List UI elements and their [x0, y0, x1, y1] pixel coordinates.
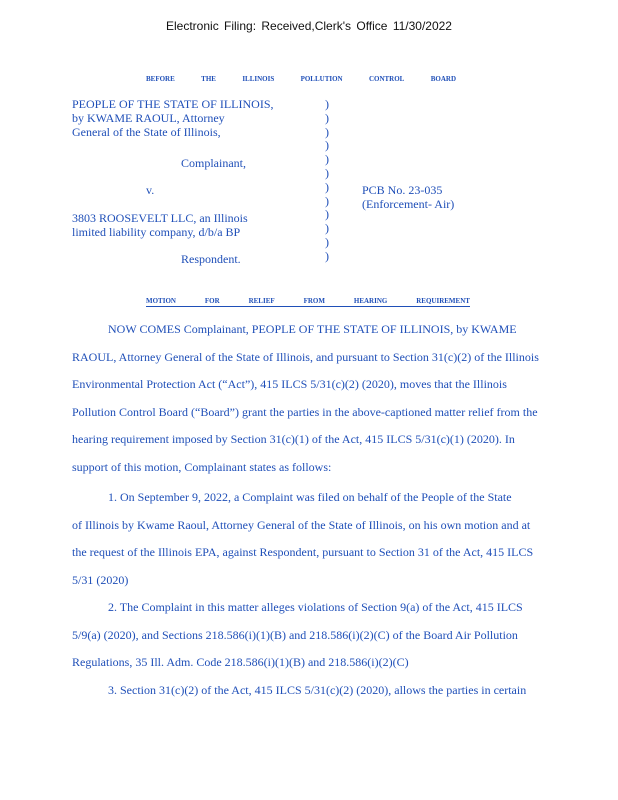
filing-stamp: Electronic Filing: Received,Clerk's Office 11/30/2022 [166, 19, 452, 33]
versus-label: v. [146, 183, 155, 197]
paragraph-2 [72, 594, 523, 677]
motion-title-word: RELIEF [248, 297, 275, 305]
body-line: NOW COMES Complainant, PEOPLE OF THE STATE OF ILLINOIS, by KWAME [108, 322, 517, 336]
motion-title-word: REQUIREMENT [416, 297, 470, 305]
board-heading-word: CONTROL [368, 75, 405, 83]
paren: ) [325, 97, 329, 111]
plaintiff-block [72, 98, 274, 139]
respondent-block [72, 212, 248, 240]
body-line: of Illinois by Kwame Raoul, Attorney General of the State of Illinois, on his own motion and at [72, 517, 531, 532]
board-heading-word: BEFORE [146, 75, 175, 83]
case-type: (Enforcement- Air) [362, 197, 455, 211]
board-heading-word: ILLINOIS [242, 75, 275, 83]
paren: ) [325, 248, 329, 263]
plaintiff-line: General of the State of Illinois, [72, 124, 221, 139]
caption-paren-column [325, 98, 329, 264]
paren: ) [325, 138, 329, 153]
board-heading-word: POLLUTION [300, 75, 343, 83]
body-line: Environmental Protection Act (“Act”), 415 ILCS 5/31(c)(2) (2020), moves that the Illinois [72, 377, 507, 391]
paren: ) [325, 179, 329, 194]
body-line: RAOUL, Attorney General of the State of Illinois, and pursuant to Section 31(c)(2) of the Illinois [72, 349, 539, 364]
respondent-line: 3803 ROOSEVELT LLC, an Illinois [72, 211, 248, 225]
motion-title-word: HEARING [353, 297, 388, 305]
case-number: PCB No. 23-035 [362, 183, 443, 197]
paren: ) [325, 165, 329, 180]
plaintiff-line: PEOPLE OF THE STATE OF ILLINOIS, [72, 97, 274, 111]
body-line: 1. On September 9, 2022, a Complaint was filed on behalf of the People of the State [108, 490, 512, 504]
board-heading-word: THE [201, 75, 216, 83]
motion-title-word: MOTION [146, 297, 176, 305]
complainant-label: Complainant, [181, 156, 246, 170]
motion-title-word: FROM [303, 297, 325, 305]
body-line: 2. The Complaint in this matter alleges violations of Section 9(a) of the Act, 415 ILCS [108, 600, 523, 614]
paren: ) [325, 152, 329, 167]
body-line: support of this motion, Complainant states as follows: [72, 459, 332, 474]
body-line: 5/31 (2020) [72, 572, 129, 587]
paragraph-1 [72, 484, 533, 594]
paren: ) [325, 110, 329, 125]
paren: ) [325, 234, 329, 249]
body-line: the request of the Illinois EPA, against Respondent, pursuant to Section 31 of the Act, 415 ILCS [72, 545, 534, 559]
intro-paragraph [72, 316, 539, 481]
motion-title-word: FOR [204, 297, 220, 305]
respondent-line: limited liability company, d/b/a BP [72, 224, 241, 239]
body-line: 5/9(a) (2020), and Sections 218.586(i)(1)(B) and 218.586(i)(2)(C) of the Board Air Pollution [72, 627, 518, 642]
body-line: hearing requirement imposed by Section 31(c)(1) of the Act, 415 ILCS 5/31(c)(1) (2020). In [72, 432, 515, 446]
plaintiff-line: by KWAME RAOUL, Attorney [72, 110, 225, 125]
respondent-label: Respondent. [181, 252, 241, 266]
board-heading-word: BOARD [430, 75, 456, 83]
board-heading [146, 75, 456, 83]
paren: ) [325, 124, 329, 139]
paren: ) [325, 193, 329, 208]
body-line: Regulations, 35 Ill. Adm. Code 218.586(i)(1)(B) and 218.586(i)(2)(C) [72, 655, 409, 669]
paren: ) [325, 207, 329, 222]
motion-title [146, 297, 470, 307]
body-line: Pollution Control Board (“Board”) grant the parties in the above-captioned matter relief from the [72, 404, 538, 419]
paren: ) [325, 221, 329, 236]
paragraph-3: 3. Section 31(c)(2) of the Act, 415 ILCS 5/31(c)(2) (2020), allows the parties in certain [108, 683, 527, 697]
